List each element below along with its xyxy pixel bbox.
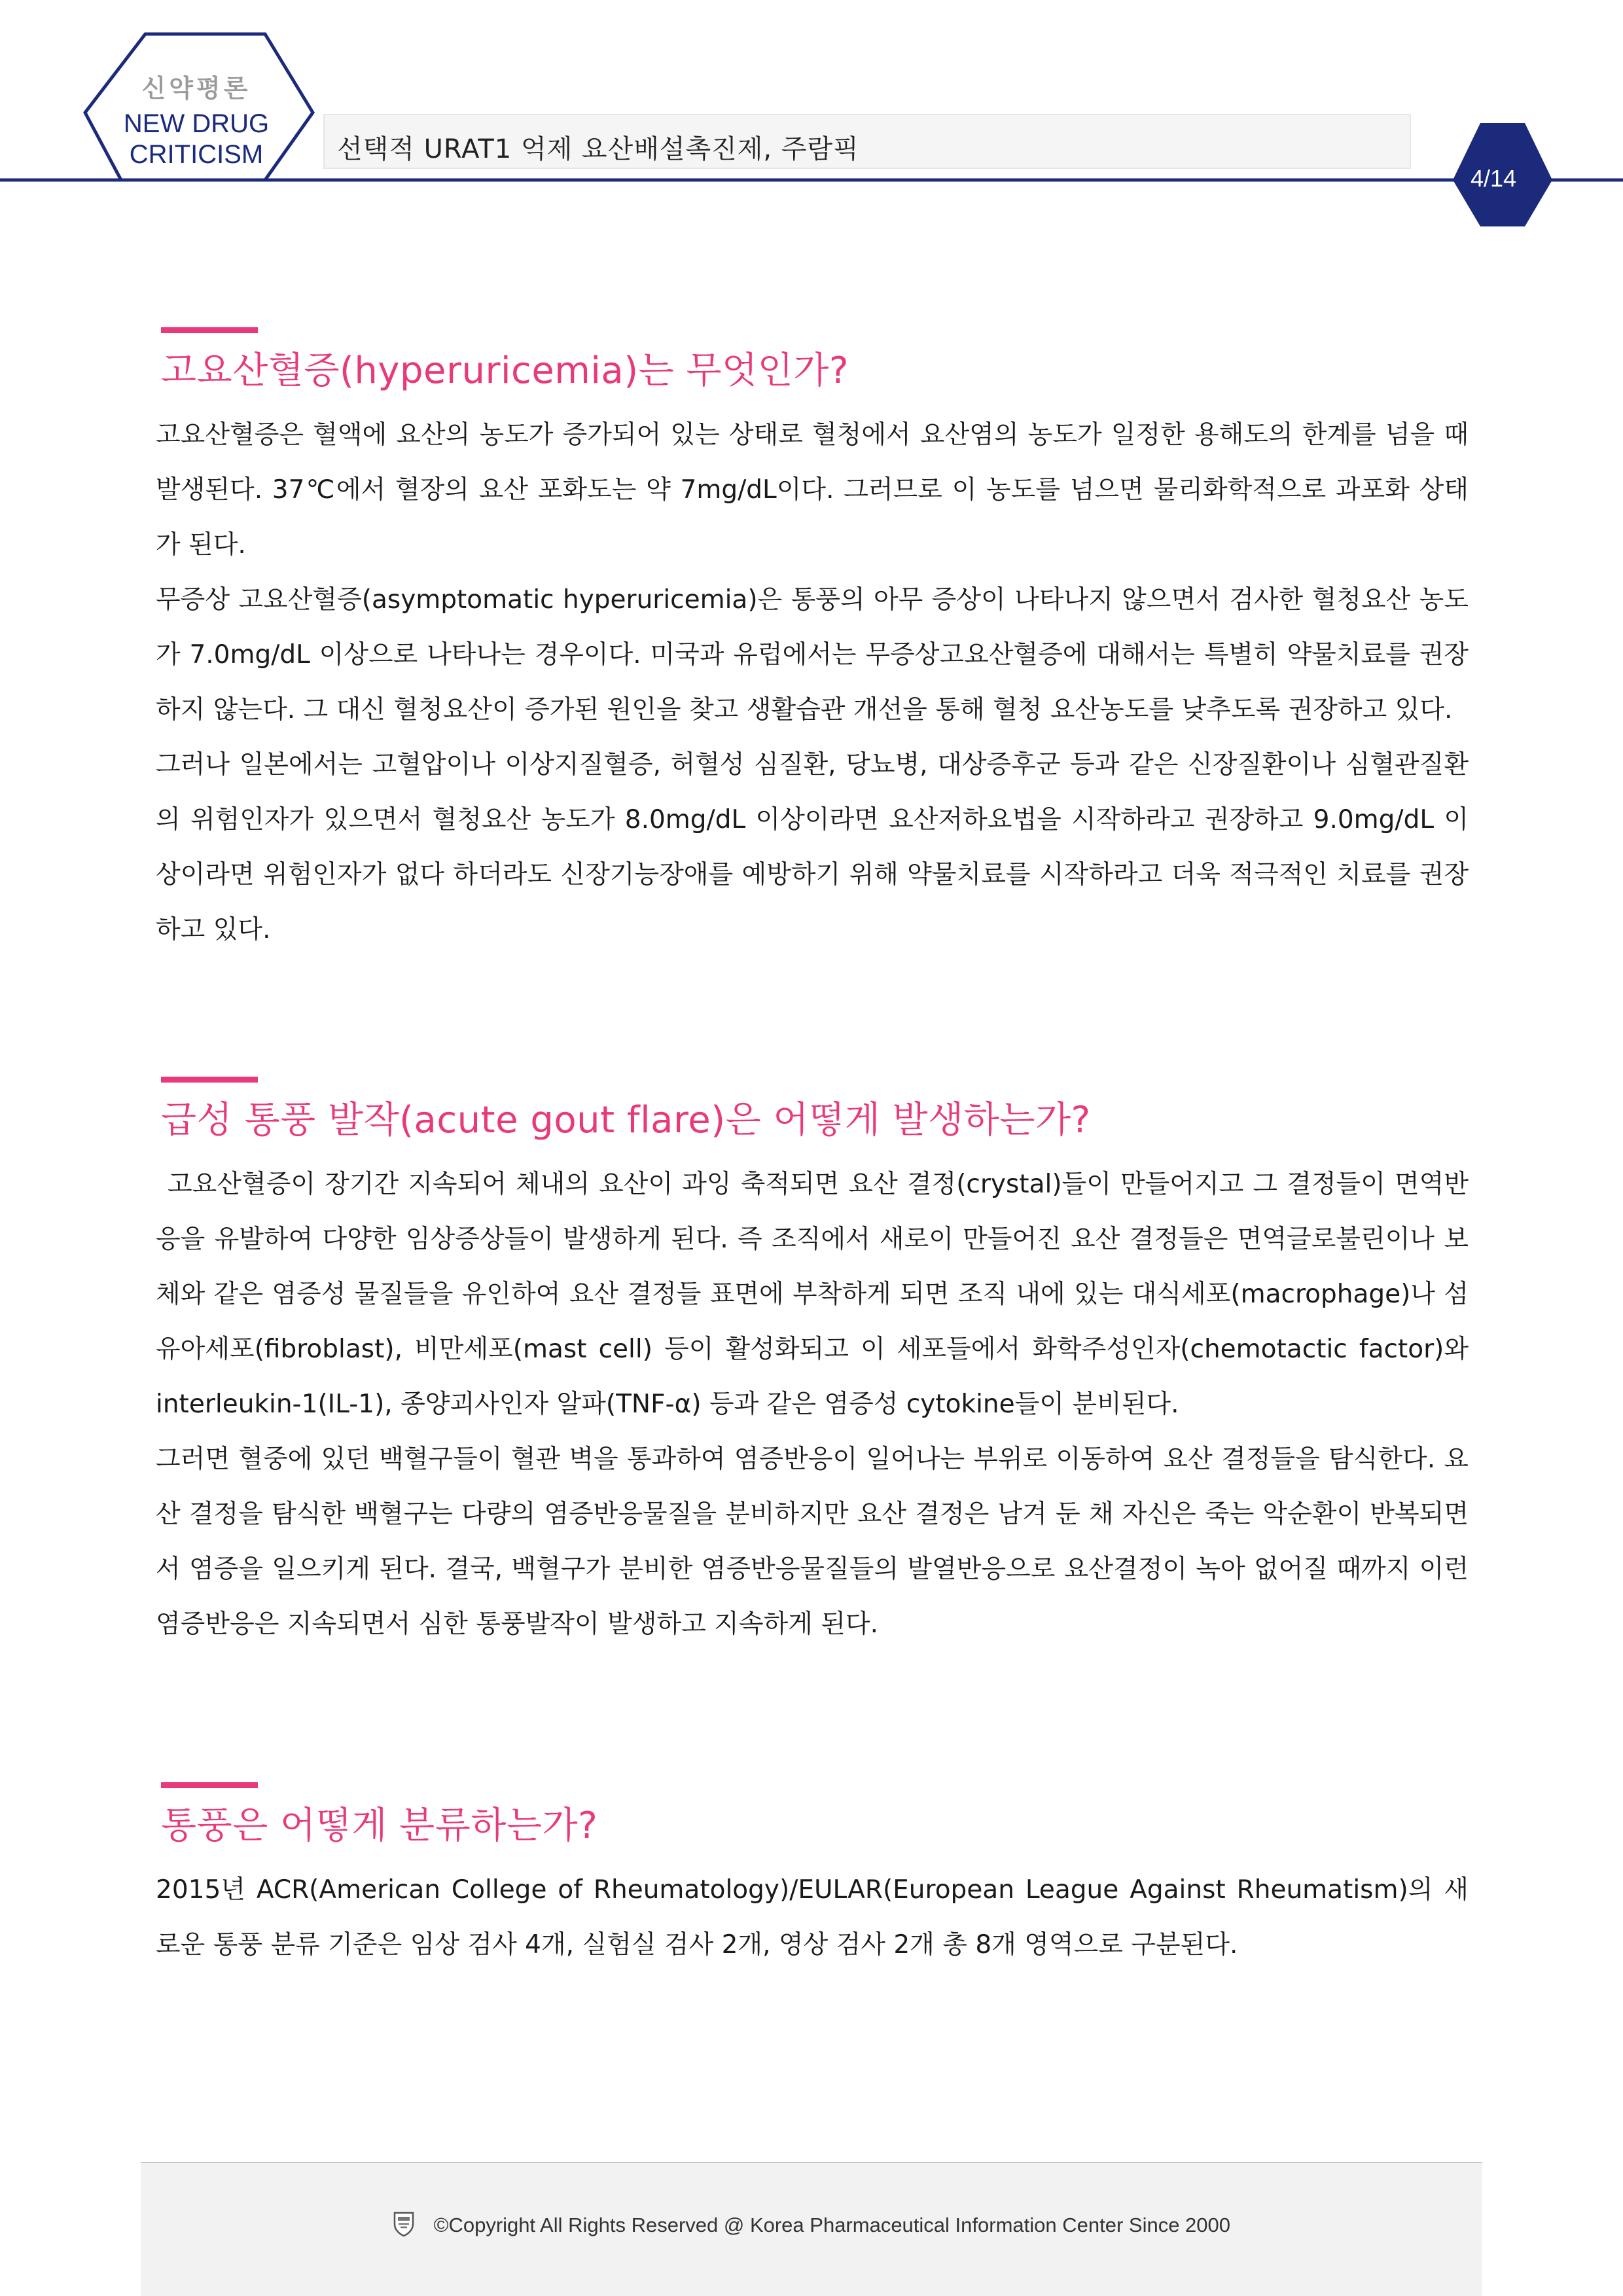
paragraph: 2015년 ACR(American College of Rheumatology)/EULAR(European League Against Rheumatism)의 새로운 통풍 분류 기준은 임상 검사 4개, 실험실 검사 2개, 영상 검사 2개 총 8개 영역으로 구분된다.: [156, 1875, 1469, 1960]
document-title: 선택적 URAT1 억제 요산배설촉진제, 주람픽: [337, 134, 859, 164]
section-acute-gout-flare: [156, 1077, 1469, 1652]
section-accent-bar: [161, 1077, 258, 1083]
paragraph: 그러나 일본에서는 고혈압이나 이상지질혈증, 허혈성 심질환, 당뇨병, 대상증후군 등과 같은 신장질환이나 심혈관질환의 위험인자가 있으면서 혈청요산 농도가 8.0mg/dL 이상이라면 요산저하요법을 시작하라고 권장하고 9.0mg/dL 이상이라면 위험인자가 없다 하더라도 신장기능장애를 예방하기 위해 약물치료를 시작하라고 더욱 적극적인 치료를 권장하고 있다.: [156, 750, 1469, 944]
paragraph: 그러면 혈중에 있던 백혈구들이 혈관 벽을 통과하여 염증반응이 일어나는 부위로 이동하여 요산 결정들을 탐식한다. 요산 결정을 탐식한 백혈구는 다량의 염증반응물질을 분비하지만 요산 결정은 남겨 둔 채 자신은 죽는 악순환이 반복되면서 염증을 일으키게 된다. 결국, 백혈구가 분비한 염증반응물질들의 발열반응으로 요산결정이 녹아 없어질 때까지 이런 염증반응은 지속되면서 심한 통풍발작이 발생하고 지속하게 된다.: [156, 1444, 1469, 1639]
section-accent-bar: [161, 327, 258, 333]
shield-logo-icon: [393, 2211, 415, 2242]
section-gout-classification: [156, 1782, 1469, 1973]
section-title: 고요산혈증(hyperuricemia)는 무엇인가?: [161, 350, 849, 392]
section-title: 통풍은 어떻게 분류하는가?: [161, 1804, 598, 1847]
logo-korean: 신약평론: [141, 74, 251, 103]
section-title: 급성 통풍 발작(acute gout flare)은 어떻게 발생하는가?: [161, 1099, 1091, 1141]
section-hyperuricemia: [156, 327, 1469, 958]
paragraph: 무증상 고요산혈증(asymptomatic hyperuricemia)은 통풍의 아무 증상이 나타나지 않으면서 검사한 혈청요산 농도가 7.0mg/dL 이상으로 나타나는 경우이다. 미국과 유럽에서는 무증상고요산혈증에 대해서는 특별히 약물치료를 권장하지 않는다. 그 대신 혈청요산이 증가된 원인을 찾고 생활습관 개선을 통해 혈청 요산농도를 낮추도록 권장하고 있다.: [156, 585, 1469, 725]
copyright-text: ©Copyright All Rights Reserved @ Korea Pharmaceutical Information Center Since 2000: [433, 2214, 1231, 2237]
paragraph: 고요산혈증은 혈액에 요산의 농도가 증가되어 있는 상태로 혈청에서 요산염의 농도가 일정한 용해도의 한계를 넘을 때 발생된다. 37℃에서 혈장의 요산 포화도는 약 7mg/dL이다. 그러므로 이 농도를 넘으면 물리화학적으로 과포화 상태가 된다.: [156, 420, 1469, 560]
footer: [0, 2211, 1623, 2242]
logo-english-line1: NEW DRUG: [123, 109, 270, 138]
logo-english-line2: CRITICISM: [129, 140, 264, 169]
paragraph: 고요산혈증이 장기간 지속되어 체내의 요산이 과잉 축적되면 요산 결정(crystal)들이 만들어지고 그 결정들이 면역반응을 유발하여 다양한 임상증상들이 발생하게 된다. 즉 조직에서 새로이 만들어진 요산 결정들은 면역글로불린이나 보체와 같은 염증성 물질들을 유인하여 요산 결정들 표면에 부착하게 되면 조직 내에 있는 대식세포(macrophage)나 섬유아세포(fibroblast), 비만세포(mast cell) 등이 활성화되고 이 세포들에서 화학주성인자(chemotactic factor)와 interleukin-1(IL-1), 종양괴사인자 알파(TNF-α) 등과 같은 염증성 cytokine들이 분비된다.: [156, 1170, 1469, 1419]
section-accent-bar: [161, 1782, 258, 1788]
page-number: 4/14: [1470, 165, 1517, 192]
